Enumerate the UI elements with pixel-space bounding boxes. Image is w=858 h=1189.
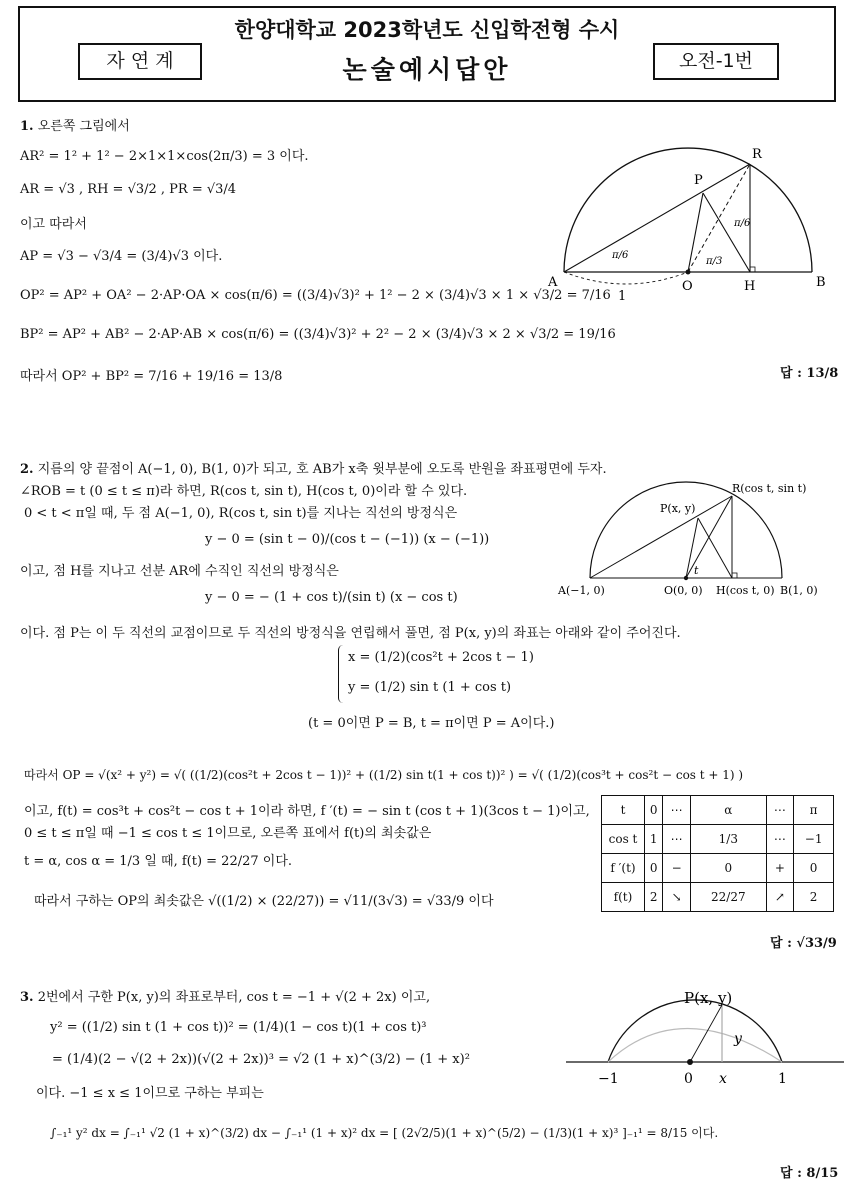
q3-line-2: y² = ((1/2) sin t (1 + cos t))² = (1/4)(1 − cos t)(1 + cos t)³ bbox=[50, 1020, 427, 1035]
q2-line-13: 0 ≤ t ≤ π일 때 −1 ≤ cos t ≤ 1이므로, 오른쪽 표에서 f(t)의 최솟값은 bbox=[24, 826, 432, 841]
table-row bbox=[602, 825, 834, 854]
table-cell: + bbox=[766, 854, 794, 883]
q1-line-5: OP² = AP² + OA² − 2·AP·OA × cos(π/6) = ((3/4)√3)² + 1² − 2 × (3/4)√3 × 1 × √3/2 = 7/16 bbox=[20, 288, 611, 303]
table-head-cell: f ′(t) bbox=[602, 854, 645, 883]
q2-label-a: A(−1, 0) bbox=[558, 584, 605, 597]
table-cell: ⋯ bbox=[663, 825, 691, 854]
q1-label-b: B bbox=[816, 275, 826, 290]
q2-point-o bbox=[684, 576, 688, 580]
q3-answer-label: 답 : bbox=[780, 1166, 802, 1181]
q1-intro: 오른쪽 그림에서 bbox=[37, 119, 130, 134]
table-cell: 0 bbox=[645, 854, 663, 883]
table-row bbox=[602, 883, 834, 912]
q2-answer bbox=[770, 932, 837, 951]
q1-right-angle-mark bbox=[750, 267, 755, 272]
q1-angle-label-o: π/3 bbox=[706, 256, 723, 267]
table-cell: − bbox=[663, 854, 691, 883]
q2-line-7: 이다. 점 P는 이 두 직선의 교점이므로 두 직선의 방정식을 연립해서 풀면, 점 P(x, y)의 좌표는 아래와 같이 주어진다. bbox=[20, 626, 681, 641]
q3-label-p: P(x, y) bbox=[684, 989, 733, 1007]
q3-line-5: ∫₋₁¹ y² dx = ∫₋₁¹ √2 (1 + x)^(3/2) dx − ∫₋₁¹ (1 + x)² dx = [ (2√2/5)(1 + x)^(5/2) − (1/3)(1 + x)³ ]₋₁¹ = 8/15 이다. bbox=[50, 1126, 719, 1140]
q2-label-o: O(0, 0) bbox=[664, 584, 703, 597]
page-title: 한양대학교 2023학년도 신입학전형 수시 bbox=[234, 18, 620, 42]
q3-locus-curve bbox=[608, 1029, 782, 1063]
q1-brace-ao bbox=[564, 272, 688, 284]
table-cell: 0 bbox=[794, 854, 834, 883]
q1-label-h: H bbox=[744, 279, 756, 294]
q3-line-1-text: 2번에서 구한 P(x, y)의 좌표로부터, cos t = −1 + √(2 + 2x) 이고, bbox=[37, 990, 431, 1005]
q1-segment-po bbox=[688, 193, 703, 272]
table-head-cell: f(t) bbox=[602, 883, 645, 912]
q1-heading bbox=[20, 115, 130, 134]
q3-line-3: = (1/4)(2 − √(2 + 2x))(√(2 + 2x))³ = √2 (1 + x)^(3/2) − (1 + x)² bbox=[52, 1052, 470, 1067]
q2-right-angle-mark bbox=[732, 573, 737, 578]
q3-label-one: 1 bbox=[778, 1071, 787, 1087]
q2-line-10: (t = 0이면 P = B, t = π이면 P = A이다.) bbox=[308, 716, 555, 731]
q2-label-h: H(cos t, 0) bbox=[716, 584, 775, 597]
q2-line-2: ∠ROB = t (0 ≤ t ≤ π)라 하면, R(cos t, sin t), H(cos t, 0)이라 할 수 있다. bbox=[20, 484, 468, 499]
q1-angle-label-r: π/6 bbox=[734, 218, 751, 229]
q1-angle-label-a: π/6 bbox=[612, 250, 629, 261]
q1-line-6: BP² = AP² + AB² − 2·AP·AB × cos(π/6) = ((3/4)√3)² + 2² − 2 × (3/4)√3 × 2 × √3/2 = 19/16 bbox=[20, 327, 616, 342]
q1-arc bbox=[564, 148, 812, 272]
q1-semicircle-figure bbox=[540, 140, 840, 305]
q2-line-8: x = (1/2)(cos²t + 2cos t − 1) bbox=[348, 650, 534, 665]
q1-label-length-one: 1 bbox=[618, 289, 627, 304]
q2-line-5: 이고, 점 H를 지나고 선분 AR에 수직인 직선의 방정식은 bbox=[20, 564, 339, 579]
q2-line-11: 따라서 OP = √(x² + y²) = √( ((1/2)(cos²t + 2cos t − 1))² + ((1/2) sin t(1 + cos t))² ) = √( (1/2)(cos³t + cos²t − cos t + 1) ) bbox=[24, 768, 744, 782]
table-cell: 0 bbox=[645, 796, 663, 825]
header-box bbox=[18, 6, 836, 102]
table-cell: α bbox=[690, 796, 766, 825]
q2-label-b: B(1, 0) bbox=[780, 584, 818, 597]
page-subtitle: 논술예시답안 bbox=[342, 55, 512, 84]
q1-number: 1. bbox=[20, 119, 34, 134]
q3-semicircle-figure bbox=[560, 975, 850, 1090]
table-head-cell: cos t bbox=[602, 825, 645, 854]
table-cell: 0 bbox=[690, 854, 766, 883]
q3-answer bbox=[780, 1162, 838, 1181]
table-cell: π bbox=[794, 796, 834, 825]
q2-line-15: 따라서 구하는 OP의 최솟값은 √((1/2) × (22/27)) = √11/(3√3) = √33/9 이다 bbox=[34, 894, 494, 909]
q3-point-o bbox=[687, 1059, 693, 1065]
q2-system-brace bbox=[338, 645, 343, 703]
q1-line-3: 이고 따라서 bbox=[20, 217, 87, 232]
q3-label-y: y bbox=[734, 1031, 742, 1047]
q2-line-12: 이고, f(t) = cos³t + cos²t − cos t + 1이라 하면, f ′(t) = − sin t (cos t + 1)(3cos t − 1)이고, bbox=[24, 804, 590, 819]
q2-variation-table bbox=[601, 795, 834, 912]
table-cell: 1 bbox=[645, 825, 663, 854]
table-head-cell: t bbox=[602, 796, 645, 825]
q2-label-r: R(cos t, sin t) bbox=[732, 482, 807, 495]
q3-number: 3. bbox=[20, 990, 34, 1005]
table-row bbox=[602, 796, 834, 825]
q3-label-zero: 0 bbox=[684, 1071, 693, 1087]
table-cell: ⋯ bbox=[663, 796, 691, 825]
q1-answer-label: 답 : bbox=[780, 366, 802, 381]
table-cell: ↗ bbox=[766, 883, 794, 912]
q3-label-x: x bbox=[719, 1071, 727, 1087]
q1-answer-value: 13/8 bbox=[806, 366, 839, 381]
q3-answer-value: 8/15 bbox=[806, 1166, 839, 1181]
table-cell: −1 bbox=[794, 825, 834, 854]
q2-number: 2. bbox=[20, 462, 34, 477]
table-cell: 2 bbox=[794, 883, 834, 912]
table-cell: 1/3 bbox=[690, 825, 766, 854]
q1-label-o: O bbox=[682, 279, 693, 294]
table-row bbox=[602, 854, 834, 883]
q2-line-14: t = α, cos α = 1/3 일 때, f(t) = 22/27 이다. bbox=[24, 854, 293, 869]
q1-label-r: R bbox=[752, 147, 762, 162]
q2-line-1 bbox=[20, 458, 607, 477]
q1-answer bbox=[780, 362, 838, 381]
q1-line-1: AR² = 1² + 1² − 2×1×1×cos(2π/3) = 3 이다. bbox=[20, 149, 309, 164]
q1-line-7: 따라서 OP² + BP² = 7/16 + 19/16 = 13/8 bbox=[20, 369, 283, 384]
q2-line-6: y − 0 = − (1 + cos t)/(sin t) (x − cos t) bbox=[205, 590, 458, 605]
q2-semicircle-figure bbox=[552, 478, 842, 608]
category-box: 자 연 계 bbox=[78, 43, 202, 80]
table-cell: ↘ bbox=[663, 883, 691, 912]
q2-answer-value: √33/9 bbox=[796, 936, 837, 951]
q2-arc bbox=[590, 482, 782, 578]
table-cell: 22/27 bbox=[690, 883, 766, 912]
q1-line-2: AR = √3 , RH = √3/2 , PR = √3/4 bbox=[20, 182, 237, 197]
q3-label-minus-one: −1 bbox=[598, 1071, 619, 1087]
q2-label-t: t bbox=[694, 564, 699, 577]
q3-line-1 bbox=[20, 986, 430, 1005]
q2-line-4: y − 0 = (sin t − 0)/(cos t − (−1)) (x − (−1)) bbox=[205, 532, 490, 547]
q2-answer-label: 답 : bbox=[770, 936, 792, 951]
q2-line-3: 0 < t < π일 때, 두 점 A(−1, 0), R(cos t, sin t)를 지나는 직선의 방정식은 bbox=[24, 506, 458, 521]
table-cell: 2 bbox=[645, 883, 663, 912]
q1-line-4: AP = √3 − √3/4 = (3/4)√3 이다. bbox=[20, 249, 223, 264]
q2-line-1-text: 지름의 양 끝점이 A(−1, 0), B(1, 0)가 되고, 호 AB가 x축 윗부분에 오도록 반원을 좌표평면에 두자. bbox=[37, 462, 607, 477]
table-cell: ⋯ bbox=[766, 825, 794, 854]
q2-label-p: P(x, y) bbox=[660, 502, 696, 515]
q2-line-9: y = (1/2) sin t (1 + cos t) bbox=[348, 680, 512, 695]
q3-line-4: 이다. −1 ≤ x ≤ 1이므로 구하는 부피는 bbox=[36, 1086, 264, 1101]
table-cell: ⋯ bbox=[766, 796, 794, 825]
q3-segment-op bbox=[690, 1005, 722, 1062]
q1-label-p: P bbox=[694, 173, 703, 188]
q1-label-a: A bbox=[548, 275, 558, 290]
exam-code-box: 오전-1번 bbox=[653, 43, 779, 80]
